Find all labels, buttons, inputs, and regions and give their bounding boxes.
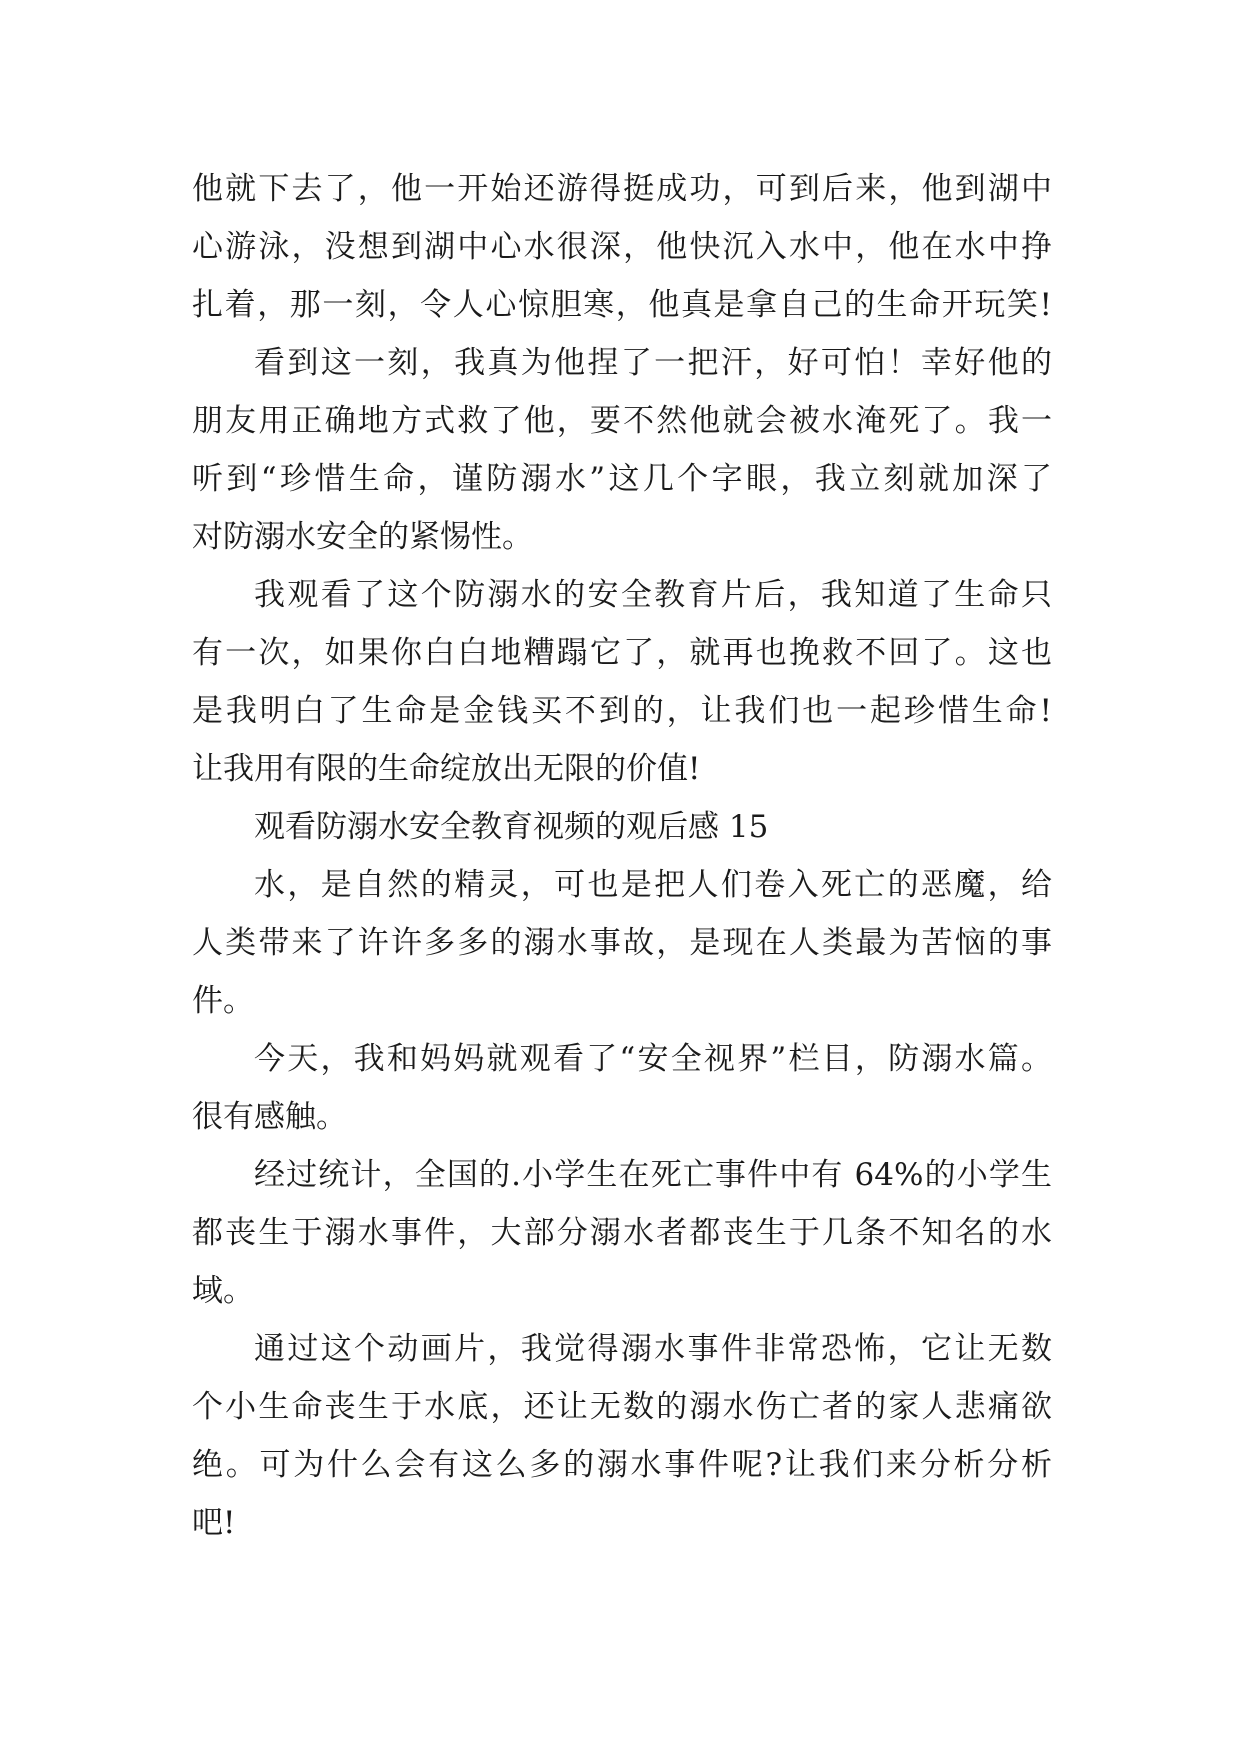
text-line: 扎着，那一刻，令人心惊胆寒，他真是拿自己的生命开玩笑! bbox=[192, 287, 1052, 323]
text-line: 有一次，如果你白白地糟蹋它了，就再也挽救不回了。这也 bbox=[192, 635, 1052, 671]
text-line: 件。 bbox=[192, 983, 254, 1019]
text-line: 吧! bbox=[192, 1505, 236, 1541]
text-line: 今天，我和妈妈就观看了“安全视界”栏目，防溺水篇。 bbox=[254, 1041, 1052, 1077]
document-body bbox=[192, 160, 1052, 1552]
text-line: 通过这个动画片，我觉得溺水事件非常恐怖，它让无数 bbox=[254, 1331, 1052, 1367]
text-line: 观看防溺水安全教育视频的观后感 15 bbox=[254, 809, 769, 845]
text-line: 他就下去了，他一开始还游得挺成功，可到后来，他到湖中 bbox=[192, 171, 1052, 207]
text-line: 很有感触。 bbox=[192, 1099, 347, 1135]
text-line: 个小生命丧生于水底，还让无数的溺水伤亡者的家人悲痛欲 bbox=[192, 1389, 1052, 1425]
text-line: 绝。可为什么会有这么多的溺水事件呢?让我们来分析分析 bbox=[192, 1447, 1052, 1483]
text-line: 水，是自然的精灵，可也是把人们卷入死亡的恶魔，给 bbox=[254, 867, 1052, 903]
text-line: 我观看了这个防溺水的安全教育片后，我知道了生命只 bbox=[254, 577, 1052, 613]
text-line: 看到这一刻，我真为他捏了一把汗，好可怕！幸好他的 bbox=[254, 345, 1052, 381]
text-line: 域。 bbox=[192, 1273, 254, 1309]
text-line: 人类带来了许许多多的溺水事故，是现在人类最为苦恼的事 bbox=[192, 925, 1052, 961]
text-line: 朋友用正确地方式救了他，要不然他就会被水淹死了。我一 bbox=[192, 403, 1052, 439]
text-line: 都丧生于溺水事件，大部分溺水者都丧生于几条不知名的水 bbox=[192, 1215, 1052, 1251]
text-line: 听到“珍惜生命，谨防溺水”这几个字眼，我立刻就加深了 bbox=[192, 461, 1052, 497]
text-line: 对防溺水安全的紧惕性。 bbox=[192, 519, 533, 555]
text-line: 让我用有限的生命绽放出无限的价值! bbox=[192, 751, 701, 787]
text-line: 是我明白了生命是金钱买不到的，让我们也一起珍惜生命! bbox=[192, 693, 1052, 729]
text-line: 心游泳，没想到湖中心水很深，他快沉入水中，他在水中挣 bbox=[192, 229, 1052, 265]
text-line: 经过统计，全国的.小学生在死亡事件中有 64%的小学生 bbox=[254, 1157, 1052, 1193]
